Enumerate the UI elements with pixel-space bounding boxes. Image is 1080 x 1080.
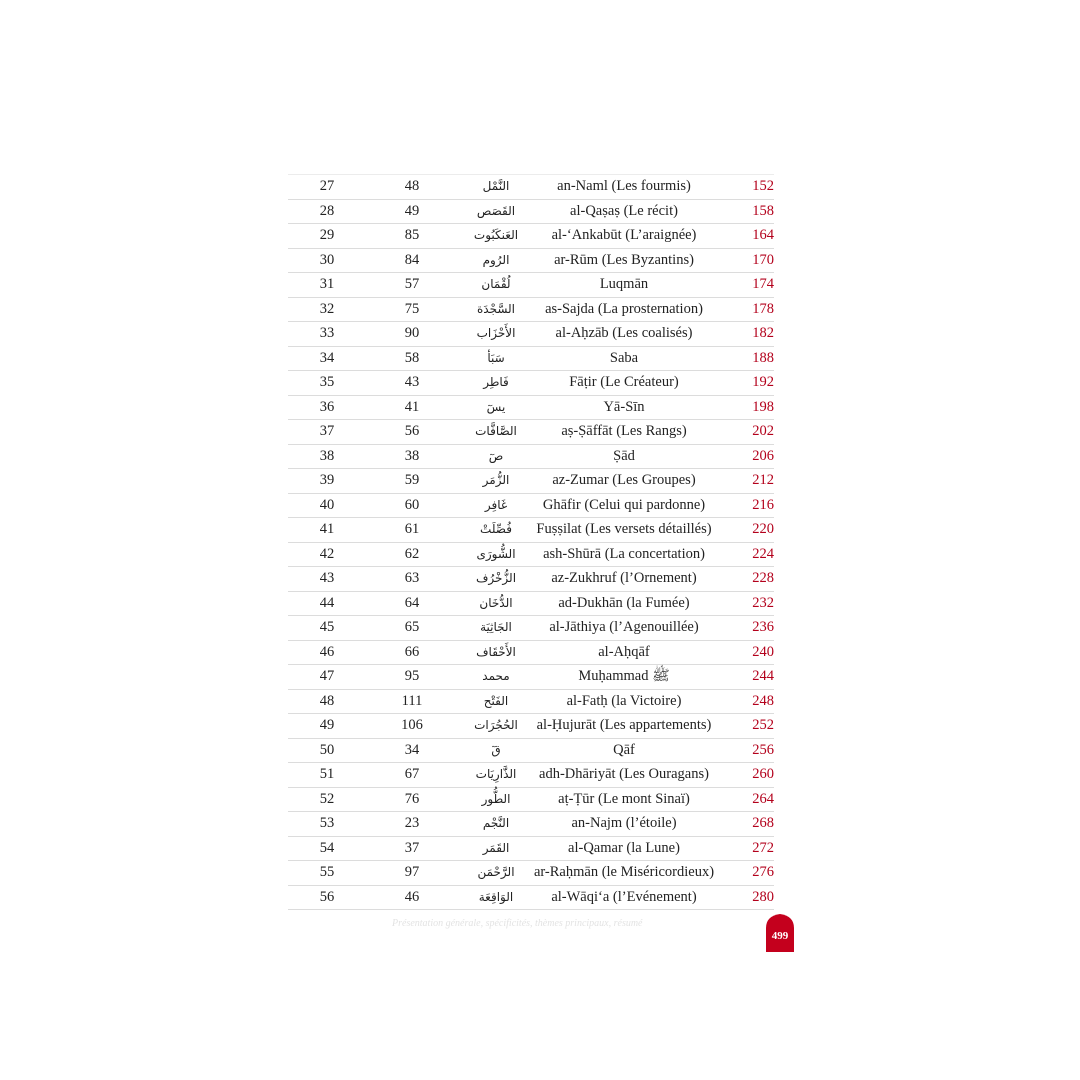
transliterated-name: Qāf <box>613 741 635 758</box>
table-row <box>288 714 774 739</box>
revelation-order: 90 <box>404 325 420 341</box>
transliterated-name: adh-Dhāriyāt (Les Ouragans) <box>539 766 709 782</box>
table-row <box>288 665 774 690</box>
transliterated-name: ar-Rūm (Les Byzantins) <box>554 251 694 268</box>
transliterated-name: al-Fatḥ (la Victoire) <box>566 692 682 709</box>
revelation-order: 61 <box>404 521 420 537</box>
revelation-order: 97 <box>404 864 420 880</box>
surah-number: 56 <box>319 888 335 905</box>
page-reference: 152 <box>752 178 774 194</box>
surah-number: 55 <box>319 864 335 880</box>
arabic-name: الأَحْقَاف <box>476 644 516 659</box>
transliterated-name: Fuṣṣilat (Les versets détaillés) <box>536 521 712 537</box>
surah-number: 30 <box>319 251 335 268</box>
table-row <box>288 371 774 396</box>
arabic-name: الشُّورَى <box>476 546 516 561</box>
table-row <box>288 763 774 788</box>
surah-number: 31 <box>319 276 335 292</box>
revelation-order: 41 <box>404 398 420 415</box>
revelation-order: 63 <box>404 570 420 586</box>
transliterated-name: al-Jāthiya (l’Agenouillée) <box>549 619 699 635</box>
arabic-name: الأَحْزَاب <box>476 326 516 340</box>
revelation-order: 75 <box>404 300 420 317</box>
revelation-order: 60 <box>404 496 420 513</box>
arabic-name: فَاطِر <box>483 375 509 389</box>
table-row <box>288 249 774 274</box>
arabic-name: سَبَأ <box>487 350 505 365</box>
surah-number: 52 <box>319 790 335 807</box>
arabic-name: غَافِر <box>484 497 508 512</box>
revelation-order: 62 <box>404 545 420 562</box>
page-reference: 244 <box>752 668 774 684</box>
revelation-order: 67 <box>404 766 420 782</box>
transliterated-name: Saba <box>609 349 639 366</box>
page-reference: 188 <box>752 349 774 366</box>
revelation-order: 84 <box>404 251 420 268</box>
arabic-name: النَّجْم <box>482 816 510 830</box>
revelation-order: 106 <box>401 717 423 733</box>
transliterated-name: as-Sajda (La prosternation) <box>545 300 703 317</box>
page-reference: 264 <box>752 790 774 807</box>
revelation-order: 57 <box>404 276 420 292</box>
transliterated-name: ash-Shūrā (La concertation) <box>543 545 705 562</box>
table-row <box>288 861 774 886</box>
table-row <box>288 347 774 372</box>
transliterated-name: az-Zukhruf (l’Ornement) <box>551 570 697 586</box>
page-reference: 268 <box>752 815 774 831</box>
arabic-name: الوَاقِعَة <box>478 889 514 904</box>
surah-number: 43 <box>319 570 335 586</box>
arabic-name: الدُّخَان <box>479 595 513 610</box>
page-reference: 158 <box>752 202 774 219</box>
page-reference: 192 <box>752 374 774 390</box>
transliterated-name: Fāṭir (Le Créateur) <box>569 374 679 390</box>
surah-number: 45 <box>319 619 335 635</box>
revelation-order: 49 <box>404 202 420 219</box>
arabic-name: قٓ <box>491 742 501 757</box>
arabic-name: يسٓ <box>486 399 506 414</box>
page-number: 499 <box>771 930 789 942</box>
table-row <box>288 641 774 666</box>
surah-number: 35 <box>319 374 335 390</box>
page-reference: 202 <box>752 423 774 439</box>
table-row <box>288 518 774 543</box>
revelation-order: 48 <box>404 178 420 194</box>
surah-number: 37 <box>319 423 335 439</box>
revelation-order: 95 <box>404 668 420 684</box>
page-reference: 170 <box>752 251 774 268</box>
page-reference: 276 <box>752 864 774 880</box>
surah-number: 28 <box>319 202 335 219</box>
surah-number: 34 <box>319 349 335 366</box>
page-reference: 164 <box>752 227 774 243</box>
table-row <box>288 200 774 225</box>
page-reference: 212 <box>752 472 774 488</box>
revelation-order: 56 <box>404 423 420 439</box>
table-row <box>288 445 774 470</box>
surah-number: 36 <box>319 398 335 415</box>
page-reference: 280 <box>752 888 774 905</box>
transliterated-name: al-Qamar (la Lune) <box>568 839 680 856</box>
table-row <box>288 224 774 249</box>
transliterated-name: az-Zumar (Les Groupes) <box>552 472 696 488</box>
arabic-name: فُصِّلَتْ <box>480 522 512 536</box>
arabic-name: الزُّخْرُف <box>475 571 517 585</box>
running-footer-title: Présentation générale, spécificités, thèmes principaux, résumé <box>392 918 643 929</box>
page-reference: 178 <box>752 300 774 317</box>
table-row <box>288 543 774 568</box>
revelation-order: 38 <box>404 447 420 464</box>
revelation-order: 34 <box>404 741 420 758</box>
arabic-name: الفَتْح <box>483 693 509 708</box>
arabic-name: محمد <box>482 669 510 683</box>
revelation-order: 59 <box>404 472 420 488</box>
surah-number: 49 <box>319 717 335 733</box>
revelation-order: 37 <box>404 839 420 856</box>
transliterated-name: aṣ-Ṣāffāt (Les Rangs) <box>561 423 687 439</box>
surah-number: 33 <box>319 325 335 341</box>
page-reference: 198 <box>752 398 774 415</box>
transliterated-name: an-Naml (Les fourmis) <box>557 178 691 194</box>
table-row <box>288 788 774 813</box>
transliterated-name: al-Aḥzāb (Les coalisés) <box>555 325 693 341</box>
page-reference: 236 <box>752 619 774 635</box>
table-row <box>288 494 774 519</box>
surah-number: 41 <box>319 521 335 537</box>
transliterated-name: al-Qaṣaṣ (Le récit) <box>570 202 678 219</box>
page-reference: 220 <box>752 521 774 537</box>
arabic-name: الزُّمَر <box>482 473 510 487</box>
surah-number: 39 <box>319 472 335 488</box>
table-row <box>288 420 774 445</box>
arabic-name: صٓ <box>488 448 504 463</box>
arabic-name: القَصَص <box>476 203 516 218</box>
transliterated-name: Luqmān <box>599 276 649 292</box>
page-reference: 248 <box>752 692 774 709</box>
transliterated-name: Yā-Sīn <box>603 398 645 415</box>
transliterated-name: ar-Raḥmān (le Miséricordieux) <box>533 864 715 880</box>
table-row <box>288 837 774 862</box>
table-row <box>288 886 774 911</box>
revelation-order: 111 <box>401 692 423 709</box>
page-number-badge <box>766 914 794 952</box>
arabic-name: السَّجْدَة <box>476 301 516 316</box>
page-reference: 240 <box>752 643 774 660</box>
transliterated-name: ad-Dukhān (la Fumée) <box>558 594 690 611</box>
table-row <box>288 396 774 421</box>
transliterated-name: al-Wāqi‘a (l’Evénement) <box>551 888 697 905</box>
table-row <box>288 469 774 494</box>
arabic-name: الجَاثِيَة <box>480 620 512 634</box>
table-row <box>288 739 774 764</box>
surah-number: 29 <box>319 227 335 243</box>
revelation-order: 58 <box>404 349 420 366</box>
surah-number: 42 <box>319 545 335 562</box>
arabic-name: العَنكَبُوت <box>473 228 519 242</box>
page-reference: 256 <box>752 741 774 758</box>
revelation-order: 76 <box>404 790 420 807</box>
revelation-order: 85 <box>404 227 420 243</box>
table-row <box>288 174 774 200</box>
revelation-order: 66 <box>404 643 420 660</box>
revelation-order: 43 <box>404 374 420 390</box>
arabic-name: الرَّحْمَن <box>477 865 515 879</box>
revelation-order: 64 <box>404 594 420 611</box>
surah-number: 50 <box>319 741 335 758</box>
table-row <box>288 273 774 298</box>
arabic-name: الرُوم <box>482 252 510 267</box>
surah-number: 32 <box>319 300 335 317</box>
transliterated-name: an-Najm (l’étoile) <box>571 815 677 831</box>
arabic-name: الطُّور <box>481 791 511 806</box>
arabic-name: الذَّارِيَات <box>475 767 517 781</box>
table-row <box>288 592 774 617</box>
surah-number: 51 <box>319 766 335 782</box>
table-row <box>288 322 774 347</box>
table-row <box>288 690 774 715</box>
page-reference: 206 <box>752 447 774 464</box>
arabic-name: القَمَر <box>482 840 510 855</box>
table-row <box>288 616 774 641</box>
transliterated-name: al-Ḥujurāt (Les appartements) <box>536 717 712 733</box>
surah-number: 44 <box>319 594 335 611</box>
transliterated-name: aṭ-Ṭūr (Le mont Sinaï) <box>558 790 690 807</box>
transliterated-name: Ghāfir (Celui qui pardonne) <box>542 496 706 513</box>
page-reference: 224 <box>752 545 774 562</box>
page-reference: 232 <box>752 594 774 611</box>
table-row <box>288 298 774 323</box>
page-reference: 216 <box>752 496 774 513</box>
page-reference: 174 <box>752 276 774 292</box>
transliterated-name: al-Aḥqāf <box>598 643 650 660</box>
table-row <box>288 567 774 592</box>
arabic-name: لُقْمَان <box>481 277 511 291</box>
page-reference: 260 <box>752 766 774 782</box>
surah-number: 38 <box>319 447 335 464</box>
page-reference: 228 <box>752 570 774 586</box>
revelation-order: 65 <box>404 619 420 635</box>
transliterated-name: Ṣād <box>613 447 635 464</box>
arabic-name: الصَّافَّات <box>475 424 517 438</box>
surah-number: 48 <box>319 692 335 709</box>
surah-number: 53 <box>319 815 335 831</box>
surah-number: 27 <box>319 178 335 194</box>
page-reference: 252 <box>752 717 774 733</box>
surah-number: 47 <box>319 668 335 684</box>
revelation-order: 46 <box>404 888 420 905</box>
arabic-name: النَّمْل <box>482 179 510 193</box>
page-reference: 182 <box>752 325 774 341</box>
transliterated-name: al-‘Ankabūt (L’araignée) <box>551 227 697 243</box>
transliterated-name: Muḥammad ﷺ <box>578 668 670 684</box>
surah-number: 46 <box>319 643 335 660</box>
surah-number: 54 <box>319 839 335 856</box>
arabic-name: الحُجُرَات <box>474 718 518 732</box>
surah-table <box>288 174 774 910</box>
page-reference: 272 <box>752 839 774 856</box>
surah-number: 40 <box>319 496 335 513</box>
revelation-order: 23 <box>404 815 420 831</box>
table-row <box>288 812 774 837</box>
